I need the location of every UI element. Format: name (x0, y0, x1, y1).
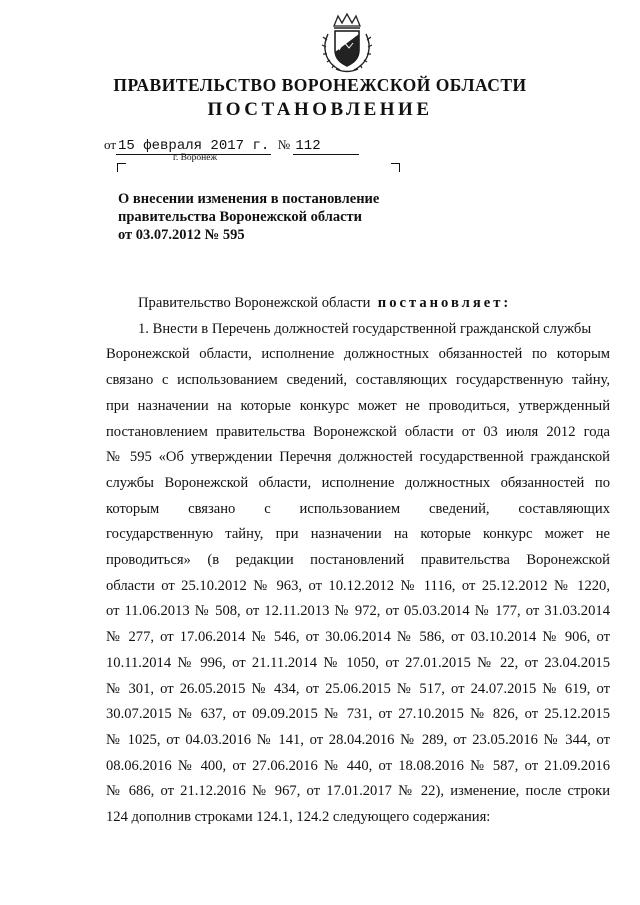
date-number-line (104, 137, 359, 155)
document-subject (118, 190, 438, 244)
subject-line: О внесении изменения в постановление (118, 191, 380, 207)
body-line: 124 дополнив строками 124.1, 124.2 следующего содержания: (106, 809, 491, 826)
left-corner-mark (117, 163, 126, 172)
body-line: при назначении на которые конкурс может не проводиться, утвержденный (106, 397, 610, 414)
body-line: Воронежской области, исполнение должностных обязанностей по которым (106, 346, 610, 363)
city-label: г. Воронеж (173, 153, 218, 163)
document-type-title: ПОСТАНОВЛЕНИЕ (207, 99, 433, 120)
body-line: № 277, от 17.06.2014 № 546, от 30.06.2014 № 586, от 03.10.2014 № 906, от (106, 629, 610, 646)
body-line: связано с использованием сведений, составляющих государственную тайну, (106, 372, 610, 389)
body-line: № 1025, от 04.03.2016 № 141, от 28.04.2016 № 289, от 23.05.2016 № 344, от (106, 731, 610, 748)
body-line: проводиться» (в редакции постановлений правительства Воронежской (106, 552, 610, 569)
coat-of-arms-emblem (320, 12, 374, 74)
right-corner-mark (391, 163, 400, 172)
number-label: № (277, 137, 291, 152)
body-line: 08.06.2016 № 400, от 27.06.2016 № 440, от 18.08.2016 № 587, от 21.09.2016 (106, 757, 610, 774)
resolves-keyword: постановляет: (377, 295, 512, 311)
body-line: № 686, от 21.12.2016 № 967, от 17.01.2017 № 22), изменение, после строки (106, 783, 610, 800)
preamble-paragraph (106, 291, 610, 317)
body-line: которым связано с использованием сведений, составляющих (106, 500, 610, 517)
body-line: 30.07.2015 № 637, от 09.09.2015 № 731, от 27.10.2015 № 826, от 25.12.2015 (106, 706, 610, 723)
subject-line: правительства Воронежской области (118, 209, 363, 225)
government-title: ПРАВИТЕЛЬСТВО ВОРОНЕЖСКОЙ ОБЛАСТИ (113, 75, 527, 95)
body-line: № 595 «Об утверждении Перечня должностей государственной гражданской (106, 449, 610, 466)
preamble-text: Правительство Воронежской области (138, 295, 371, 311)
body-line: службы Воронежской области, исполнение должностных обязанностей по (106, 474, 610, 491)
body-line: государственную тайну, при назначении на которые конкурс может не (106, 526, 610, 543)
body-line: постановлением правительства Воронежской области от 03 июля 2012 года (106, 423, 610, 440)
subject-line: от 03.07.2012 № 595 (118, 227, 245, 243)
body-line: 1. Внести в Перечень должностей государственной гражданской службы (138, 320, 592, 337)
body-line: 10.11.2014 № 996, от 21.11.2014 № 1050, от 27.01.2015 № 22, от 23.04.2015 (106, 654, 610, 671)
body-line: № 301, от 26.05.2015 № 434, от 25.06.2015 № 517, от 24.07.2015 № 619, от (106, 680, 610, 697)
date-field: 15 февраля 2017 г. (118, 138, 270, 154)
document-body (106, 291, 610, 831)
body-line: области от 25.10.2012 № 963, от 10.12.2012 № 1116, от 25.12.2012 № 1220, (106, 577, 610, 594)
number-field: 112 (293, 138, 359, 155)
date-prefix: от (104, 137, 117, 152)
body-line: от 11.06.2013 № 508, от 12.11.2013 № 972, от 05.03.2014 № 177, от 31.03.2014 (106, 603, 610, 620)
